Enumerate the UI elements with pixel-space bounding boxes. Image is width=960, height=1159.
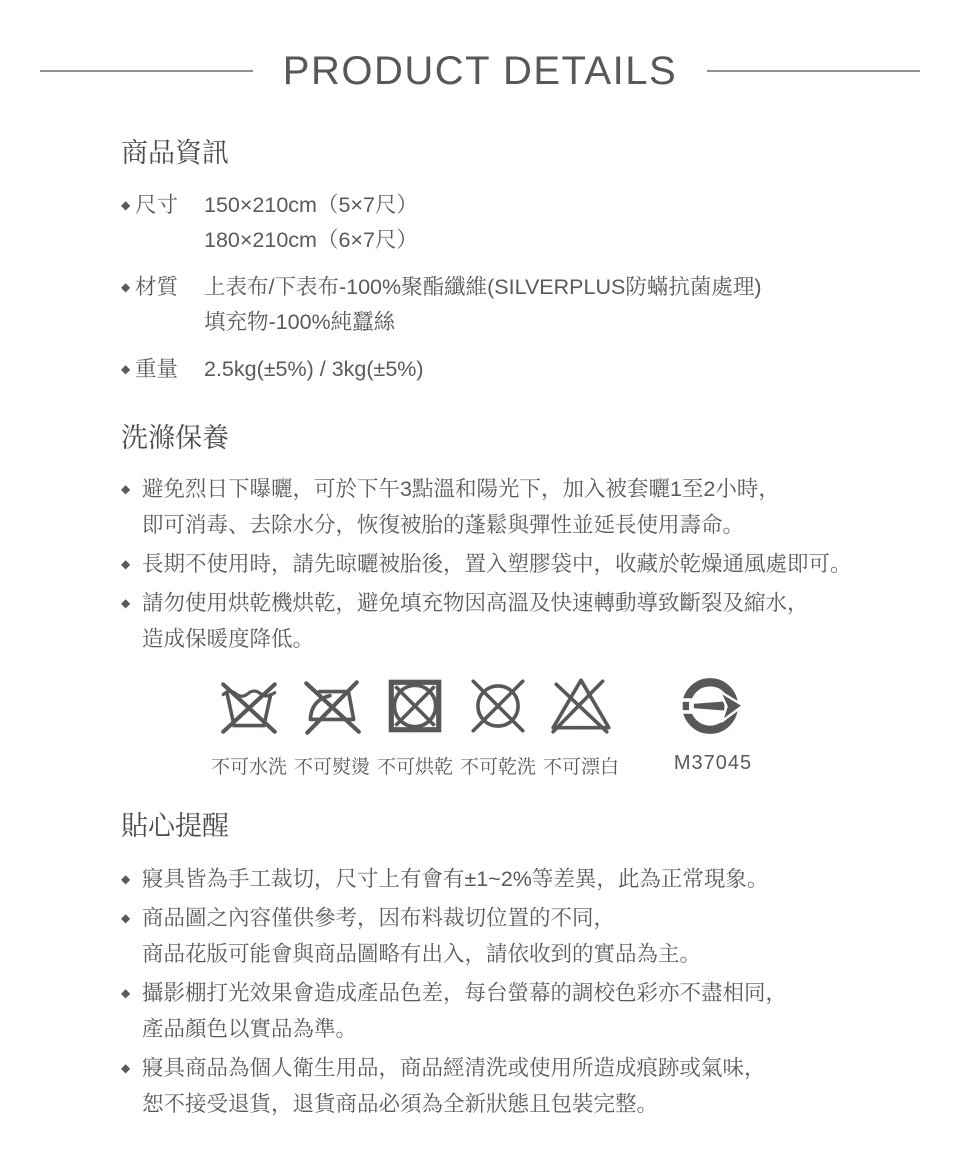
product-info-value-line: 2.5kg(±5%) / 3kg(±5%): [204, 357, 424, 381]
care-bullet-line: 避免烈日下曝曬，可於下午3點溫和陽光下，加入被套曬1至2小時，: [142, 477, 780, 501]
product-info-list: [121, 188, 920, 387]
section-heading-product-info: 商品資訊: [121, 138, 229, 168]
reminder-bullet-list: [121, 861, 920, 1122]
bullet-diamond-icon: ◆: [121, 557, 131, 571]
product-info-value: [204, 188, 418, 258]
reminder-bullet-line: 攝影棚打光效果會造成產品色差，每台螢幕的調校色彩亦不盡相同，: [142, 981, 788, 1005]
product-info-label: 尺寸: [135, 193, 179, 217]
care-bullet-line: 長期不使用時，請先晾曬被胎後，置入塑膠袋中，收藏於乾燥通風處即可。: [142, 552, 852, 576]
do-not-iron-icon: [294, 673, 371, 779]
page-header: [0, 0, 960, 92]
page-title: PRODUCT DETAILS: [282, 49, 678, 93]
reminder-bullet-line: 商品花版可能會與商品圖略有出入，請依收到的實品為主。: [142, 942, 702, 966]
product-info-label: 材質: [135, 275, 179, 299]
product-info-value: [204, 270, 762, 340]
bullet-diamond-icon: ◆: [121, 1061, 131, 1075]
product-info-row-material: [121, 270, 920, 340]
reminder-bullet: [121, 975, 920, 1047]
bsmi-certification-icon: [673, 673, 753, 779]
reminder-bullet-line: 寢具商品為個人衛生用品，商品經清洗或使用所造成痕跡或氣味，: [142, 1056, 766, 1080]
product-info-value-line: 180×210cm（6×7尺）: [204, 228, 418, 252]
certification-code: M37045: [673, 752, 753, 774]
care-icon-label: 不可乾洗: [460, 757, 537, 778]
reminder-bullet-line: 商品圖之內容僅供參考，因布料裁切位置的不同，: [142, 906, 616, 930]
laundry-care-icons-row: [211, 673, 920, 779]
bullet-diamond-icon: ◆: [121, 362, 131, 376]
care-bullet-list: [121, 471, 920, 657]
reminder-bullet: [121, 861, 920, 897]
do-not-wash-icon: [211, 673, 288, 779]
product-info-row-weight: [121, 352, 920, 387]
care-bullet-line: 請勿使用烘乾機烘乾，避免填充物因高溫及快速轉動導致斷裂及縮水，: [142, 591, 809, 615]
title-divider-left: [40, 70, 253, 72]
reminder-bullet: [121, 1050, 920, 1122]
care-bullet-text: [142, 546, 920, 582]
care-icon-label: 不可熨燙: [294, 757, 371, 778]
do-not-tumble-dry-icon: [377, 673, 454, 779]
do-not-bleach-icon: [543, 673, 620, 779]
page-content: [0, 138, 960, 1159]
product-info-value-line: 填充物-100%純蠶絲: [204, 310, 396, 334]
bullet-diamond-icon: ◆: [121, 911, 131, 925]
bullet-diamond-icon: ◆: [121, 198, 131, 212]
bullet-diamond-icon: ◆: [121, 872, 131, 886]
product-info-value-line: 上表布/下表布-100%聚酯纖維(SILVERPLUS防蟎抗菌處理): [204, 275, 762, 299]
bullet-diamond-icon: ◆: [121, 596, 131, 610]
product-info-value: [204, 352, 424, 387]
care-bullet-line: 造成保暖度降低。: [142, 627, 315, 651]
bullet-diamond-icon: ◆: [121, 986, 131, 1000]
reminder-bullet: [121, 900, 920, 972]
reminder-bullet-text: [142, 975, 920, 1047]
reminder-bullet-text: [142, 1050, 920, 1122]
care-icon-label: 不可水洗: [211, 757, 288, 778]
bullet-diamond-icon: ◆: [121, 280, 131, 294]
bullet-diamond-icon: ◆: [121, 482, 131, 496]
care-bullet-line: 即可消毒、去除水分，恢復被胎的蓬鬆與彈性並延長使用壽命。: [142, 513, 745, 537]
section-heading-care: 洗滌保養: [121, 423, 229, 453]
reminder-bullet-line: 恕不接受退貨，退貨商品必須為全新狀態且包裝完整。: [142, 1092, 659, 1116]
product-info-label: 重量: [135, 357, 179, 381]
care-bullet-text: [142, 471, 920, 543]
product-info-value-line: 150×210cm（5×7尺）: [204, 193, 418, 217]
care-bullet: [121, 471, 920, 543]
section-heading-reminders: 貼心提醒: [121, 811, 229, 841]
care-bullet-text: [142, 585, 920, 657]
reminder-bullet-line: 寢具皆為手工裁切，尺寸上有會有±1~2%等差異，此為正常現象。: [142, 867, 769, 891]
reminder-bullet-text: [142, 900, 920, 972]
product-info-row-size: [121, 188, 920, 258]
care-bullet: [121, 546, 920, 582]
care-icon-label: 不可烘乾: [377, 757, 454, 778]
reminder-bullet-line: 產品顏色以實品為準。: [142, 1017, 358, 1041]
title-divider-right: [707, 70, 920, 72]
care-icon-label: 不可漂白: [543, 757, 620, 778]
do-not-dryclean-icon: [460, 673, 537, 779]
care-bullet: [121, 585, 920, 657]
reminder-bullet-text: [142, 861, 920, 897]
